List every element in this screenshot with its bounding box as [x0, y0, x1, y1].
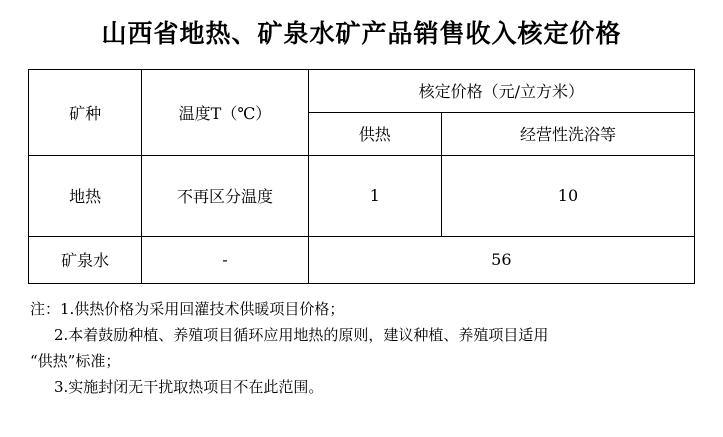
note-line-2: 2.本着鼓励种植、养殖项目循环应用地热的原则，建议种植、养殖项目适用 — [54, 325, 549, 344]
table-row — [29, 155, 695, 236]
cell-heating-price-geothermal: 1 — [308, 155, 441, 236]
cell-temperature-mineral-water: - — [142, 236, 309, 283]
cell-mineral-type-geothermal: 地热 — [29, 155, 142, 236]
table-row — [29, 236, 695, 283]
table-notes — [30, 296, 693, 401]
header-mineral-type: 矿种 — [29, 69, 142, 155]
price-table-container — [28, 69, 695, 284]
page-title: 山西省地热、矿泉水矿产品销售收入核定价格 — [101, 19, 622, 48]
header-heating: 供热 — [308, 112, 441, 155]
table-header-row-1 — [29, 69, 695, 112]
note-line-1: 注：1.供热价格为采用回灌技术供暖项目价格； — [30, 299, 345, 318]
note-line-3: “供热”标准； — [30, 352, 121, 370]
document-page — [0, 18, 723, 437]
header-commercial-bathing: 经营性洗浴等 — [441, 112, 694, 155]
header-temperature: 温度T（℃） — [142, 69, 309, 155]
header-approved-price: 核定价格（元/立方米） — [308, 69, 694, 112]
cell-price-mineral-water: 56 — [308, 236, 694, 283]
cell-temperature-geothermal: 不再区分温度 — [142, 155, 309, 236]
price-table — [28, 69, 695, 284]
note-line-4: 3.实施封闭无干扰取热项目不在此范围。 — [54, 378, 324, 397]
cell-bathing-price-geothermal: 10 — [441, 155, 694, 236]
cell-mineral-type-mineral-water: 矿泉水 — [29, 236, 142, 283]
